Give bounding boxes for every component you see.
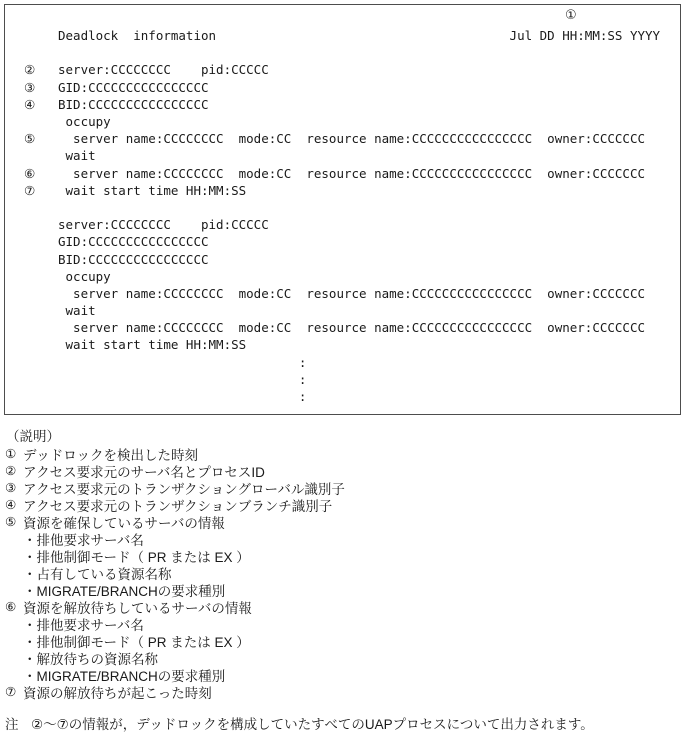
- output-line: [5, 354, 680, 371]
- line-text: occupy: [58, 268, 111, 284]
- explanation-heading: （説明）: [6, 429, 60, 444]
- output-line: [5, 96, 680, 113]
- explanation-line: [0, 632, 687, 649]
- line-text: wait: [58, 148, 96, 164]
- line-text: server name:CCCCCCCC mode:CC resource name:CCCCCCCCCCCCCCCC owner:CCCCCCC: [58, 285, 645, 301]
- explanation-line-text: 資源を確保しているサーバの情報: [23, 515, 225, 531]
- line-marker: ③: [24, 79, 36, 95]
- line-text: wait start time HH:MM:SS: [58, 182, 247, 198]
- deadlock-output-box: [4, 4, 681, 415]
- explanation-line: [0, 649, 687, 666]
- output-line: [5, 182, 680, 199]
- explanation-line: [0, 462, 687, 479]
- explanation-section: [0, 428, 687, 700]
- explanation-line: [0, 496, 687, 513]
- output-line: [5, 336, 680, 353]
- output-line: [5, 371, 680, 388]
- output-line: [5, 285, 680, 302]
- line-text: :: [58, 389, 307, 405]
- output-line: [5, 250, 680, 267]
- explanation-line: [0, 666, 687, 683]
- line-text: BID:CCCCCCCCCCCCCCCC: [58, 96, 209, 112]
- explanation-line: [0, 581, 687, 598]
- line-text: GID:CCCCCCCCCCCCCCCC: [58, 234, 209, 250]
- line-text: server name:CCCCCCCC mode:CC resource name:CCCCCCCCCCCCCCCC owner:CCCCCCC: [58, 320, 645, 336]
- note-label: 注: [5, 716, 19, 732]
- line-marker: ⑤: [24, 131, 36, 147]
- explanation-line-text: ・排他制御モード（ PR または EX ）: [23, 634, 250, 650]
- output-line: [5, 233, 680, 250]
- output-line: [5, 61, 680, 78]
- output-line: [5, 388, 680, 405]
- line-marker: ②: [24, 62, 36, 78]
- output-line: [5, 79, 680, 96]
- line-text: :: [58, 371, 307, 387]
- line-text: server name:CCCCCCCC mode:CC resource name:CCCCCCCCCCCCCCCC owner:CCCCCCC: [58, 165, 645, 181]
- output-line: [5, 147, 680, 164]
- explanation-line-marker: ⑤: [5, 514, 17, 529]
- explanation-line: [0, 513, 687, 530]
- line-text: server:CCCCCCCC pid:CCCCC: [58, 62, 269, 78]
- explanation-line-text: ・排他制御モード（ PR または EX ）: [23, 549, 250, 565]
- explanation-line: [0, 683, 687, 700]
- note-text: ②～⑦の情報が，デッドロックを構成していたすべてのUAPプロセスについて出力されます。: [31, 716, 594, 732]
- line-marker: ⑦: [24, 182, 36, 198]
- explanation-line: [0, 564, 687, 581]
- line-text: GID:CCCCCCCCCCCCCCCC: [58, 79, 209, 95]
- explanation-line: [0, 547, 687, 564]
- explanation-line-marker: ③: [5, 480, 17, 495]
- explanation-line-text: ・解放待ちの資源名称: [23, 651, 158, 667]
- explanation-line-text: デッドロックを検出した時刻: [23, 447, 198, 463]
- output-line: [5, 199, 680, 216]
- explanation-line-text: ・占有している資源名称: [23, 566, 172, 582]
- line-marker: ⑥: [24, 165, 36, 181]
- output-line: [5, 268, 680, 285]
- explanation-line-marker: ⑦: [5, 684, 17, 699]
- line-text: server name:CCCCCCCC mode:CC resource name:CCCCCCCCCCCCCCCC owner:CCCCCCC: [58, 131, 645, 147]
- line-text: Deadlock information Jul DD HH:MM:SS YYYY: [58, 28, 661, 44]
- explanation-line-text: ・排他要求サーバ名: [23, 532, 144, 548]
- explanation-lines: [0, 445, 687, 700]
- output-line: [5, 216, 680, 233]
- output-line: [5, 130, 680, 147]
- output-line: [5, 27, 680, 44]
- explanation-line-marker: ④: [5, 497, 17, 512]
- explanation-line-text: アクセス要求元のトランザクショングローバル識別子: [23, 481, 345, 497]
- line-text: BID:CCCCCCCCCCCCCCCC: [58, 251, 209, 267]
- explanation-line: [0, 615, 687, 632]
- explanation-line-text: ・MIGRATE/BRANCHの要求種別: [23, 668, 226, 684]
- line-marker: ④: [24, 96, 36, 112]
- output-lines: [5, 27, 680, 405]
- explanation-line-marker: ②: [5, 463, 17, 478]
- explanation-line: [0, 445, 687, 462]
- explanation-line-text: アクセス要求元のサーバ名とプロセスID: [23, 464, 265, 480]
- explanation-line-text: 資源を解放待ちしているサーバの情報: [23, 600, 252, 616]
- output-line: [5, 44, 680, 61]
- output-line: [5, 165, 680, 182]
- output-line: [5, 113, 680, 130]
- output-line: [5, 302, 680, 319]
- line-text: wait start time HH:MM:SS: [58, 337, 247, 353]
- explanation-line-text: ・MIGRATE/BRANCHの要求種別: [23, 583, 226, 599]
- output-line: [5, 319, 680, 336]
- explanation-line: [0, 479, 687, 496]
- line-text: wait: [58, 303, 96, 319]
- explanation-line-text: 資源の解放待ちが起こった時刻: [23, 685, 212, 701]
- line-text: occupy: [58, 114, 111, 130]
- circled-number-1-mark: ①: [565, 8, 577, 23]
- explanation-line-text: アクセス要求元のトランザクションブランチ識別子: [23, 498, 333, 514]
- line-text: :: [58, 354, 307, 370]
- line-text: server:CCCCCCCC pid:CCCCC: [58, 217, 269, 233]
- note-line: [0, 714, 594, 731]
- explanation-line-marker: ①: [5, 446, 17, 461]
- explanation-line: [0, 598, 687, 615]
- explanation-line-marker: ⑥: [5, 599, 17, 614]
- explanation-line-text: ・排他要求サーバ名: [23, 617, 144, 633]
- explanation-line: [0, 530, 687, 547]
